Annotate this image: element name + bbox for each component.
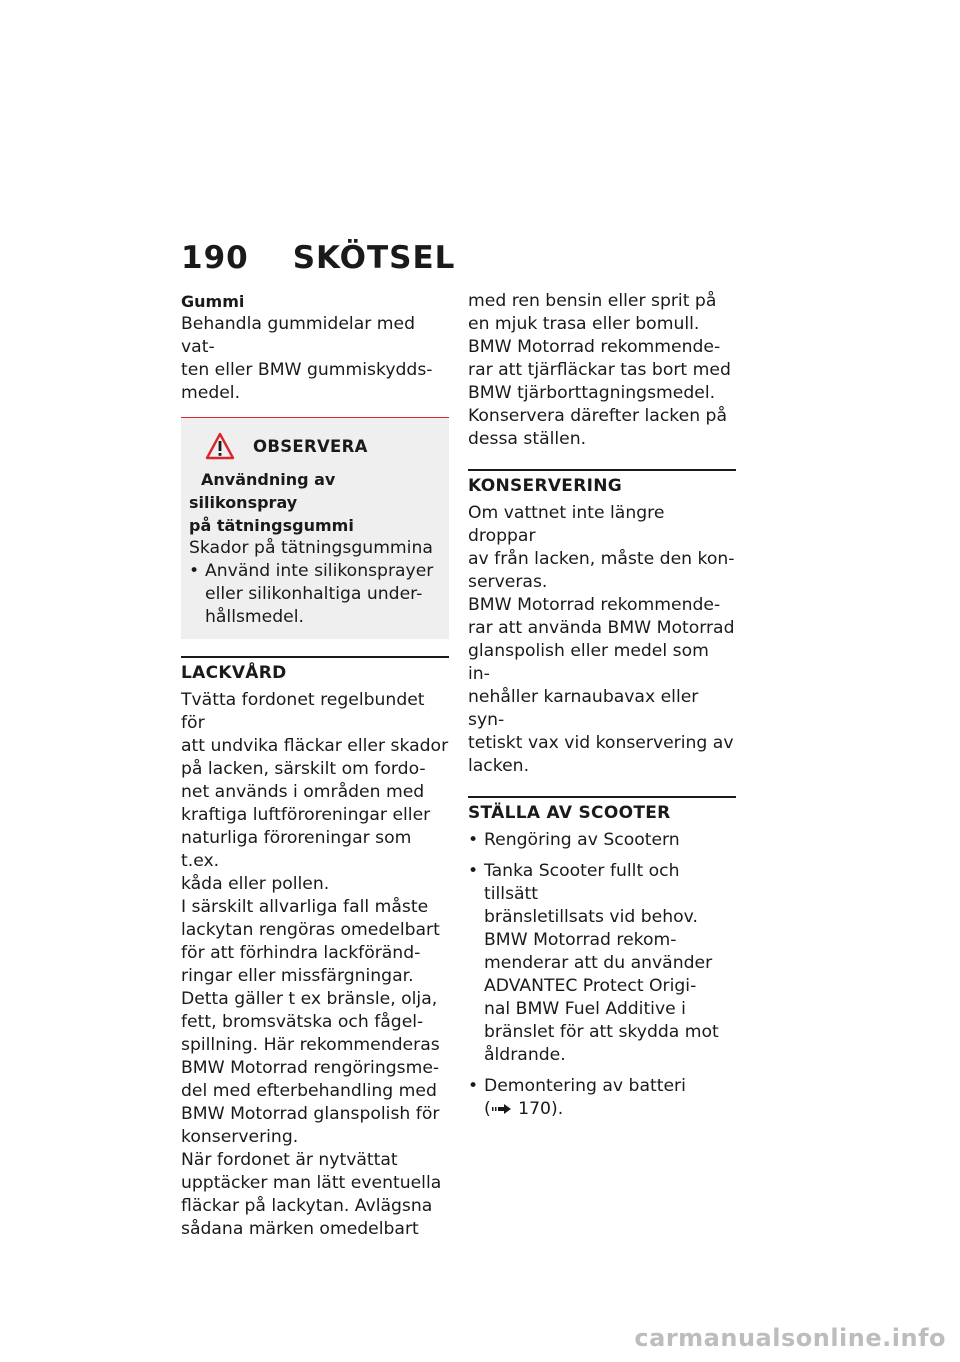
note-label: OBSERVERA	[253, 436, 368, 456]
page-header	[181, 240, 455, 276]
lackvard-paragraph-3: När fordonet är nytvättat upptäcker man lätt eventuella fläckar på lackytan. Avlägsna sådana märken omedelbart	[181, 1150, 442, 1239]
left-column	[181, 290, 449, 1241]
bullet-icon: •	[468, 830, 479, 850]
list-item	[468, 829, 736, 852]
list-item-text: Tanka Scooter fullt och tillsätt bränsletillsats vid behov. BMW Motorrad rekom- menderar att du använder ADVANTEC Protect Origi- nal BMW Fuel Additive i bränslet för att skydda mot åldrande.	[484, 861, 719, 1065]
right-column	[468, 290, 736, 1129]
konservering-paragraph-1: Om vattnet inte längre droppar av från lacken, måste den kon- serveras.	[468, 503, 735, 592]
gummi-heading: Gummi	[181, 292, 245, 311]
page-title: SKÖTSEL	[292, 240, 456, 276]
lackvard-heading: LACKVÅRD	[181, 663, 287, 683]
list-item	[468, 860, 736, 1067]
stalla-section	[468, 796, 736, 1121]
konservering-paragraph-2: BMW Motorrad rekommende- rar att använda BMW Motorrad glanspolish eller medel som in- nehåller karnaubavax eller syn- tetiskt vax vid konservering av lacken.	[468, 595, 735, 776]
stalla-heading: STÄLLA AV SCOOTER	[468, 803, 671, 823]
gummi-section	[181, 290, 449, 405]
gummi-text: Behandla gummidelar med vat- ten eller BMW gummiskydds- medel.	[181, 314, 433, 403]
note-bullet-text: Använd inte silikonsprayer eller silikonhaltiga under- hållsmedel.	[205, 561, 434, 627]
note-box	[181, 418, 449, 639]
bullet-icon: •	[468, 861, 479, 881]
konservering-heading: KONSERVERING	[468, 476, 623, 496]
page-number: 190	[181, 240, 249, 276]
list-item-text: Demontering av batteri ( 170).	[484, 1076, 686, 1119]
lackvard-paragraph-1: Tvätta fordonet regelbundet för att undvika fläckar eller skador på lacken, särskilt om fordo- net används i områden med kraftiga luftföroreningar eller naturliga föroreningar som t.ex. kåda eller pollen.	[181, 690, 449, 894]
bullet-icon: •	[468, 1076, 479, 1096]
bullet-icon: •	[189, 561, 200, 581]
note-text: Skador på tätningsgummina	[189, 538, 433, 558]
note-bullet	[189, 560, 437, 629]
lackvard-paragraph-2: I särskilt allvarliga fall måste lackytan rengöras omedelbart för att förhindra lackföränd- ringar eller missfärgningar. Detta gäller t ex bränsle, olja, fett, bromsvätska och fågel- spillning. Här rekommenderas BMW Motorrad rengöringsme- del med efterbehandling med BMW Motorrad glanspolish för konservering.	[181, 897, 440, 1147]
note-title: Användning av silikonspray på tätningsgummi	[189, 470, 354, 535]
watermark: carmanualsonline.info	[634, 1324, 946, 1352]
note-header	[189, 432, 437, 460]
konservering-section	[468, 469, 736, 778]
page-reference: 170).	[512, 1099, 564, 1119]
list-item	[468, 1075, 736, 1121]
list-item-text: Rengöring av Scootern	[484, 830, 680, 850]
page-reference-arrow-icon	[491, 1103, 513, 1115]
warning-icon	[205, 432, 235, 460]
lackvard-section	[181, 656, 449, 1241]
lackvard-continued: med ren bensin eller sprit på en mjuk trasa eller bomull. BMW Motorrad rekommende- rar att tjärfläckar tas bort med BMW tjärborttagningsmedel. Konservera därefter lacken på dessa ställen.	[468, 291, 731, 449]
